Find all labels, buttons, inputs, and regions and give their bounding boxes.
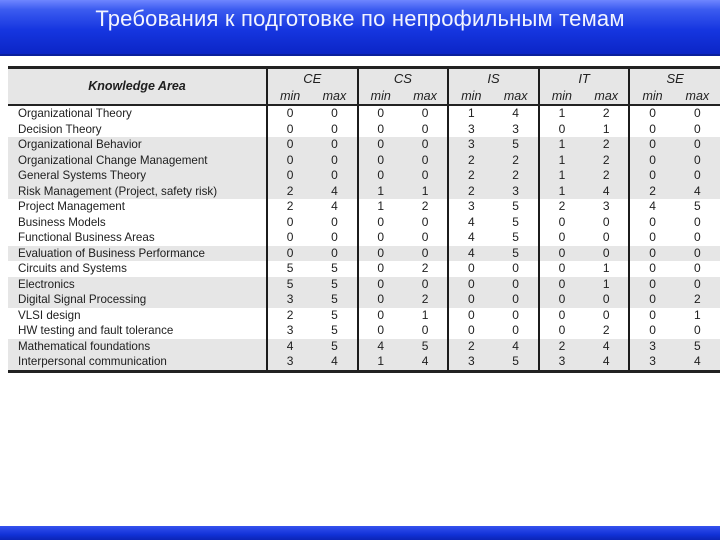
table-row bbox=[8, 246, 720, 262]
min-value-cell: 4 bbox=[629, 199, 674, 215]
max-value-cell: 0 bbox=[421, 323, 429, 337]
discipline-header-row bbox=[8, 68, 720, 89]
knowledge-area-name: Decision Theory bbox=[18, 122, 102, 136]
max-value-cell: 4 bbox=[584, 184, 629, 200]
max-value-cell: 0 bbox=[675, 137, 720, 153]
max-value-cell: 1 bbox=[584, 277, 629, 293]
min-value-cell: 0 bbox=[267, 105, 312, 122]
max-value-cell: 0 bbox=[602, 230, 610, 244]
min-value-cell: 0 bbox=[448, 292, 493, 308]
min-value-cell: 0 bbox=[267, 246, 312, 262]
knowledge-area-header: Knowledge Area bbox=[8, 68, 267, 106]
min-value-cell: 0 bbox=[358, 308, 403, 324]
max-value-cell: 5 bbox=[312, 277, 357, 293]
max-value-cell: 0 bbox=[675, 246, 720, 262]
max-value-cell: 0 bbox=[421, 214, 429, 229]
table-row bbox=[8, 308, 720, 324]
min-value-cell: 0 bbox=[539, 308, 584, 324]
table-row bbox=[8, 230, 720, 246]
min-value-cell: 0 bbox=[539, 246, 584, 262]
min-value-cell: 1 bbox=[358, 354, 403, 371]
discipline-header-cs: CS bbox=[358, 68, 449, 89]
min-value-cell: 2 bbox=[629, 184, 674, 200]
max-value-cell: 4 bbox=[312, 184, 357, 200]
max-value-cell: 4 bbox=[675, 184, 720, 200]
min-value-cell: 0 bbox=[448, 308, 493, 324]
max-value-cell: 0 bbox=[694, 261, 701, 275]
min-value-cell: 0 bbox=[539, 230, 584, 246]
max-value-cell: 4 bbox=[675, 354, 720, 371]
max-value-cell: 3 bbox=[493, 184, 538, 200]
min-value-cell: 0 bbox=[448, 323, 493, 339]
min-value-cell: 2 bbox=[448, 339, 493, 355]
max-value-cell: 0 bbox=[493, 292, 538, 308]
max-value-cell: 2 bbox=[403, 292, 448, 308]
max-header: max bbox=[493, 88, 538, 105]
min-value-cell: 0 bbox=[629, 168, 674, 184]
max-value-cell: 2 bbox=[493, 168, 538, 184]
min-value-cell: 0 bbox=[629, 323, 674, 339]
min-value-cell: 2 bbox=[448, 153, 493, 169]
max-value-cell: 0 bbox=[403, 246, 448, 262]
max-value-cell: 0 bbox=[493, 277, 538, 293]
max-value-cell: 4 bbox=[403, 354, 448, 371]
discipline-header-is: IS bbox=[448, 68, 539, 89]
min-value-cell: 0 bbox=[539, 277, 584, 293]
min-value-cell: 0 bbox=[358, 122, 403, 138]
min-value-cell: 0 bbox=[358, 137, 403, 153]
min-value-cell: 3 bbox=[629, 354, 674, 371]
knowledge-area-table bbox=[8, 66, 720, 373]
max-value-cell: 0 bbox=[403, 153, 448, 169]
knowledge-area-name: VLSI design bbox=[18, 308, 81, 322]
max-value-cell: 0 bbox=[403, 168, 448, 184]
max-value-cell: 4 bbox=[493, 339, 538, 355]
table-row bbox=[8, 168, 720, 184]
min-value-cell: 1 bbox=[358, 199, 403, 215]
title-bar bbox=[0, 0, 720, 56]
max-value-cell: 0 bbox=[512, 307, 519, 322]
max-value-cell: 2 bbox=[602, 106, 610, 120]
max-value-cell: 0 bbox=[512, 323, 519, 337]
min-value-cell: 2 bbox=[448, 168, 493, 184]
min-value-cell: 0 bbox=[267, 168, 312, 184]
min-value-cell: 2 bbox=[267, 199, 312, 215]
max-value-cell: 5 bbox=[675, 339, 720, 355]
max-value-cell: 5 bbox=[694, 199, 701, 213]
min-value-cell: 0 bbox=[629, 246, 674, 262]
min-value-cell: 0 bbox=[629, 122, 674, 138]
max-value-cell: 0 bbox=[602, 307, 610, 322]
max-value-cell: 3 bbox=[512, 121, 519, 136]
max-value-cell: 0 bbox=[331, 214, 338, 229]
knowledge-area-name: Evaluation of Business Performance bbox=[8, 246, 267, 262]
min-value-cell: 0 bbox=[358, 261, 403, 277]
max-value-cell: 2 bbox=[584, 168, 629, 184]
min-value-cell: 5 bbox=[267, 261, 312, 277]
knowledge-area-name: Digital Signal Processing bbox=[8, 292, 267, 308]
min-value-cell: 0 bbox=[358, 230, 403, 246]
min-value-cell: 0 bbox=[539, 323, 584, 339]
min-value-cell: 4 bbox=[267, 339, 312, 355]
max-value-cell: 0 bbox=[403, 277, 448, 293]
min-value-cell: 0 bbox=[358, 215, 403, 231]
max-header: max bbox=[312, 88, 357, 105]
knowledge-area-name: Risk Management (Project, safety risk) bbox=[8, 184, 267, 200]
max-value-cell: 2 bbox=[493, 153, 538, 169]
table-row bbox=[8, 122, 720, 138]
min-value-cell: 0 bbox=[629, 261, 674, 277]
min-value-cell: 2 bbox=[448, 184, 493, 200]
max-value-cell: 3 bbox=[602, 199, 610, 213]
max-value-cell: 1 bbox=[694, 307, 701, 322]
max-value-cell: 4 bbox=[584, 339, 629, 355]
min-value-cell: 3 bbox=[448, 137, 493, 153]
min-value-cell: 0 bbox=[358, 323, 403, 339]
knowledge-area-name: Project Management bbox=[18, 200, 125, 213]
max-value-cell: 0 bbox=[312, 153, 357, 169]
min-value-cell: 3 bbox=[629, 339, 674, 355]
table-row bbox=[8, 261, 720, 277]
min-value-cell: 3 bbox=[267, 323, 312, 339]
max-value-cell: 0 bbox=[403, 137, 448, 153]
table-row bbox=[8, 105, 720, 122]
min-value-cell: 0 bbox=[358, 105, 403, 122]
min-value-cell: 0 bbox=[629, 105, 674, 122]
min-value-cell: 1 bbox=[539, 105, 584, 122]
min-value-cell: 2 bbox=[539, 199, 584, 215]
min-value-cell: 2 bbox=[539, 339, 584, 355]
max-value-cell: 5 bbox=[493, 246, 538, 262]
max-value-cell: 5 bbox=[403, 339, 448, 355]
max-value-cell: 4 bbox=[584, 354, 629, 371]
table-row bbox=[8, 323, 720, 339]
min-value-cell: 1 bbox=[539, 153, 584, 169]
max-value-cell: 1 bbox=[602, 261, 610, 275]
max-value-cell: 0 bbox=[675, 153, 720, 169]
footer-bar bbox=[0, 526, 720, 540]
max-value-cell: 5 bbox=[331, 323, 338, 337]
max-value-cell: 2 bbox=[584, 137, 629, 153]
min-value-cell: 4 bbox=[448, 215, 493, 231]
min-header: min bbox=[629, 88, 674, 105]
knowledge-area-name: Interpersonal communication bbox=[8, 354, 267, 371]
min-value-cell: 3 bbox=[448, 354, 493, 371]
max-value-cell: 0 bbox=[421, 121, 429, 136]
knowledge-area-name: Organizational Change Management bbox=[8, 153, 267, 169]
max-value-cell: 0 bbox=[694, 323, 701, 337]
max-value-cell: 0 bbox=[421, 230, 429, 244]
min-value-cell: 4 bbox=[448, 246, 493, 262]
min-value-cell: 0 bbox=[267, 122, 312, 138]
table-body bbox=[8, 105, 720, 371]
min-value-cell: 2 bbox=[267, 184, 312, 200]
min-value-cell: 0 bbox=[267, 153, 312, 169]
max-value-cell: 2 bbox=[421, 261, 429, 275]
min-value-cell: 3 bbox=[267, 354, 312, 371]
max-value-cell: 2 bbox=[421, 199, 429, 213]
table-row bbox=[8, 184, 720, 200]
min-value-cell: 0 bbox=[629, 215, 674, 231]
max-value-cell: 0 bbox=[584, 292, 629, 308]
min-value-cell: 0 bbox=[539, 122, 584, 138]
min-value-cell: 1 bbox=[539, 168, 584, 184]
max-value-cell: 0 bbox=[602, 214, 610, 229]
max-value-cell: 4 bbox=[331, 199, 338, 213]
min-value-cell: 0 bbox=[358, 292, 403, 308]
min-value-cell: 0 bbox=[448, 261, 493, 277]
knowledge-area-name: Circuits and Systems bbox=[18, 262, 127, 275]
table-row bbox=[8, 339, 720, 355]
table-row bbox=[8, 277, 720, 293]
max-value-cell: 0 bbox=[675, 168, 720, 184]
max-value-cell: 5 bbox=[512, 199, 519, 213]
max-value-cell: 5 bbox=[512, 230, 519, 244]
knowledge-area-name: Mathematical foundations bbox=[8, 339, 267, 355]
min-value-cell: 2 bbox=[267, 308, 312, 324]
knowledge-area-name: Organizational Theory bbox=[18, 107, 132, 120]
min-value-cell: 0 bbox=[267, 230, 312, 246]
min-value-cell: 0 bbox=[629, 137, 674, 153]
table-row bbox=[8, 137, 720, 153]
knowledge-area-table-container bbox=[8, 66, 720, 373]
min-header: min bbox=[539, 88, 584, 105]
discipline-header-se: SE bbox=[629, 68, 720, 89]
min-value-cell: 4 bbox=[358, 339, 403, 355]
max-value-cell: 5 bbox=[331, 307, 338, 322]
table-row bbox=[8, 292, 720, 308]
max-value-cell: 0 bbox=[421, 106, 429, 120]
max-value-cell: 0 bbox=[694, 230, 701, 244]
max-value-cell: 0 bbox=[675, 277, 720, 293]
discipline-header-it: IT bbox=[539, 68, 630, 89]
max-header: max bbox=[403, 88, 448, 105]
max-value-cell: 4 bbox=[512, 106, 519, 120]
min-value-cell: 1 bbox=[539, 184, 584, 200]
max-value-cell: 0 bbox=[584, 246, 629, 262]
min-value-cell: 1 bbox=[539, 137, 584, 153]
min-value-cell: 3 bbox=[448, 199, 493, 215]
max-value-cell: 5 bbox=[312, 339, 357, 355]
knowledge-area-name: General Systems Theory bbox=[8, 168, 267, 184]
min-value-cell: 3 bbox=[448, 122, 493, 138]
min-value-cell: 3 bbox=[267, 292, 312, 308]
max-value-cell: 0 bbox=[694, 121, 701, 136]
max-value-cell: 0 bbox=[694, 106, 701, 120]
table-row bbox=[8, 153, 720, 169]
knowledge-area-name: Business Models bbox=[18, 215, 106, 229]
min-header: min bbox=[448, 88, 493, 105]
min-value-cell: 0 bbox=[629, 292, 674, 308]
min-value-cell: 0 bbox=[267, 215, 312, 231]
page-title: Требования к подготовке по непрофильным темам bbox=[95, 6, 625, 31]
max-header: max bbox=[675, 88, 720, 105]
table-row bbox=[8, 215, 720, 231]
min-value-cell: 0 bbox=[539, 292, 584, 308]
max-value-cell: 2 bbox=[602, 323, 610, 337]
max-value-cell: 0 bbox=[331, 121, 338, 136]
max-value-cell: 4 bbox=[312, 354, 357, 371]
max-value-cell: 5 bbox=[493, 137, 538, 153]
min-value-cell: 3 bbox=[539, 354, 584, 371]
min-value-cell: 0 bbox=[358, 277, 403, 293]
min-value-cell: 1 bbox=[358, 184, 403, 200]
max-value-cell: 0 bbox=[694, 214, 701, 229]
max-value-cell: 0 bbox=[512, 261, 519, 275]
min-header: min bbox=[358, 88, 403, 105]
min-value-cell: 0 bbox=[358, 153, 403, 169]
max-value-cell: 5 bbox=[331, 261, 338, 275]
min-value-cell: 0 bbox=[629, 230, 674, 246]
min-value-cell: 5 bbox=[267, 277, 312, 293]
knowledge-area-name: Organizational Behavior bbox=[8, 137, 267, 153]
min-value-cell: 0 bbox=[539, 261, 584, 277]
min-header: min bbox=[267, 88, 312, 105]
max-value-cell: 2 bbox=[584, 153, 629, 169]
max-value-cell: 0 bbox=[331, 106, 338, 120]
max-header: max bbox=[584, 88, 629, 105]
max-value-cell: 0 bbox=[312, 137, 357, 153]
min-value-cell: 4 bbox=[448, 230, 493, 246]
max-value-cell: 5 bbox=[493, 354, 538, 371]
min-value-cell: 0 bbox=[358, 168, 403, 184]
knowledge-area-name: Functional Business Areas bbox=[18, 231, 155, 244]
max-value-cell: 1 bbox=[403, 184, 448, 200]
knowledge-area-name: HW testing and fault tolerance bbox=[18, 324, 174, 337]
max-value-cell: 1 bbox=[421, 307, 429, 322]
min-value-cell: 0 bbox=[358, 246, 403, 262]
min-value-cell: 0 bbox=[629, 153, 674, 169]
table-row bbox=[8, 354, 720, 371]
knowledge-area-name: Electronics bbox=[8, 277, 267, 293]
max-value-cell: 5 bbox=[312, 292, 357, 308]
min-value-cell: 1 bbox=[448, 105, 493, 122]
max-value-cell: 2 bbox=[675, 292, 720, 308]
max-value-cell: 5 bbox=[512, 214, 519, 229]
max-value-cell: 1 bbox=[602, 121, 610, 136]
max-value-cell: 0 bbox=[331, 230, 338, 244]
max-value-cell: 0 bbox=[312, 168, 357, 184]
discipline-header-ce: CE bbox=[267, 68, 358, 89]
table-row bbox=[8, 199, 720, 215]
min-value-cell: 0 bbox=[629, 308, 674, 324]
min-value-cell: 0 bbox=[629, 277, 674, 293]
min-value-cell: 0 bbox=[267, 137, 312, 153]
min-value-cell: 0 bbox=[448, 277, 493, 293]
max-value-cell: 0 bbox=[312, 246, 357, 262]
min-value-cell: 0 bbox=[539, 215, 584, 231]
